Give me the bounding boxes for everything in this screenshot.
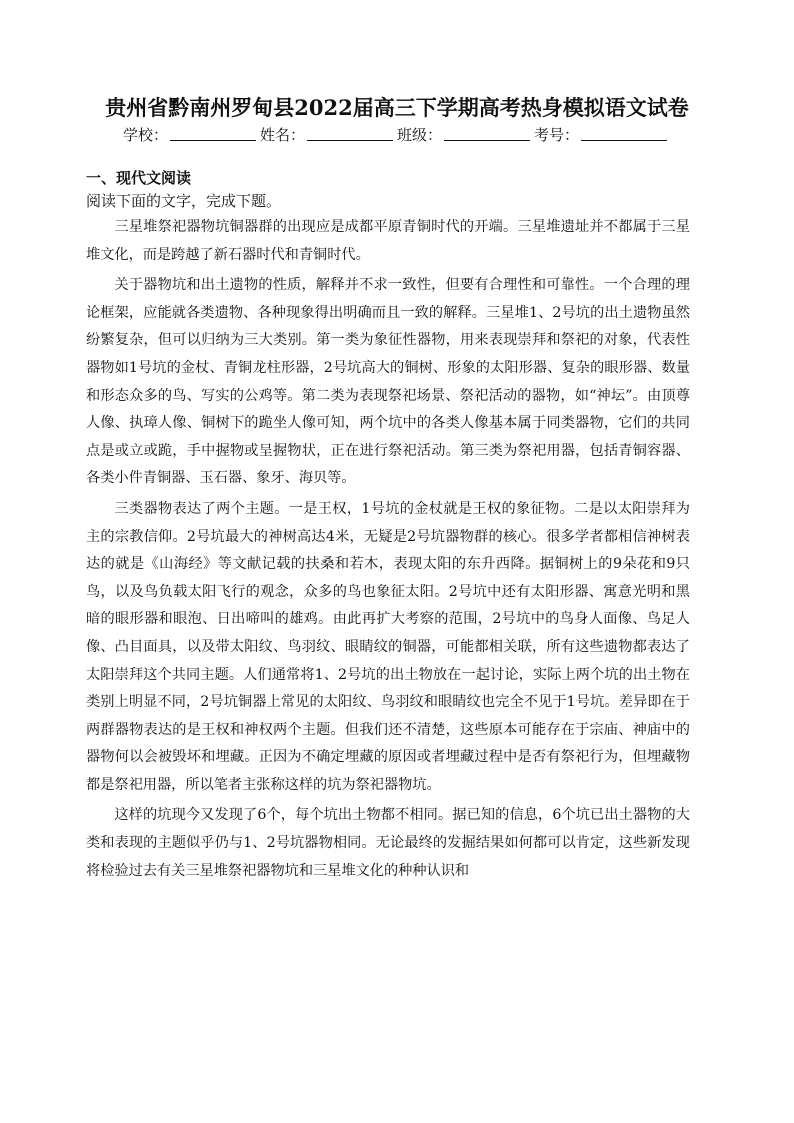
name-label: 姓名：: [259, 126, 305, 144]
passage-paragraph: 三星堆祭祀器物坑铜器群的出现应是成都平原青铜时代的开端。三星堆遗址并不都属于三星堆文化，而是跨越了新石器时代和青铜时代。: [86, 219, 690, 263]
section-heading: 一、现代文阅读: [86, 169, 192, 187]
class-blank: [444, 126, 530, 141]
class-label: 班级：: [397, 126, 443, 144]
reading-passage: [86, 214, 698, 885]
student-info-row: [96, 124, 698, 145]
exam-title: 贵州省黔南州罗甸县2022届高三下学期高考热身模拟语文试卷: [105, 95, 689, 120]
exam-number-label: 考号：: [534, 126, 580, 144]
exam-number-blank: [581, 126, 667, 141]
name-blank: [307, 126, 393, 141]
passage-paragraph: 三类器物表达了两个主题。一是王权，1号坑的金杖就是王权的象征物。二是以太阳崇拜为主的宗教信仰。2号坑最大的神树高达4米，无疑是2号坑器物群的核心。很多学者都相信神树表达的就是《山海经》等文献记载的扶桑和若木，表现太阳的东升西降。据铜树上的9朵花和9只鸟，以及鸟负载太阳飞行的观念，众多的鸟也象征太阳。2号坑中还有太阳形器、寓意光明和黑暗的眼形器和眼泡、日出啼叫的雄鸡。由此再扩大考察的范围，2号坑中的鸟身人面像、鸟足人像、凸目面具，以及带太阳纹、鸟羽纹、眼睛纹的铜器，可能都相关联，所有这些遗物都表达了太阳崇拜这个共同主题。人们通常将1、2号坑的出土物放在一起讨论，实际上两个坑的出土物在类别上明显不同，2号坑铜器上常见的太阳纹、鸟羽纹和眼睛纹也完全不见于1号坑。差异即在于两群器物表达的是王权和神权两个主题。但我们还不清楚，这些原本可能存在于宗庙、神庙中的器物何以会被毁坏和埋藏。正因为不确定埋藏的原因或者埋藏过程中是否有祭祀行为，但埋藏物都是祭祀用器，所以笔者主张称这样的坑为祭祀器物坑。: [86, 500, 690, 793]
school-blank: [170, 126, 256, 141]
passage-paragraph: 这样的坑现今又发现了6个，每个坑出土物都不相同。据已知的信息，6个坑已出土器物的大类和表现的主题似乎仍与1、2号坑器物相同。无论最终的发掘结果如何都可以肯定，这些新发现将检验过去有关三星堆祭祀器物坑和三星堆文化的种种认识和: [86, 807, 690, 879]
passage-paragraph: 关于器物坑和出土遗物的性质，解释并不求一致性，但要有合理性和可靠性。一个合理的理论框架，应能就各类遗物、各种现象得出明确而且一致的解释。三星堆1、2号坑的出土遗物虽然纷繁复杂，但可以归纳为三大类别。第一类为象征性器物，用来表现崇拜和祭祀的对象，代表性器物如1号坑的金杖、青铜龙柱形器，2号坑高大的铜树、形象的太阳形器、复杂的眼形器、数量和形态众多的鸟、写实的公鸡等。第二类为表现祭祀场景、祭祀活动的器物，如“神坛”。由顶尊人像、执璋人像、铜树下的跪坐人像可知，两个坑中的各类人像基本属于同类器物，它们的共同点是或立或跪，手中握物或呈握物状，正在进行祭祀活动。第三类为祭祀用器，包括青铜容器、各类小件青铜器、玉石器、象牙、海贝等。: [86, 277, 690, 487]
school-label: 学校：: [122, 126, 168, 144]
reading-instruction: 阅读下面的文字，完成下题。: [86, 192, 282, 210]
